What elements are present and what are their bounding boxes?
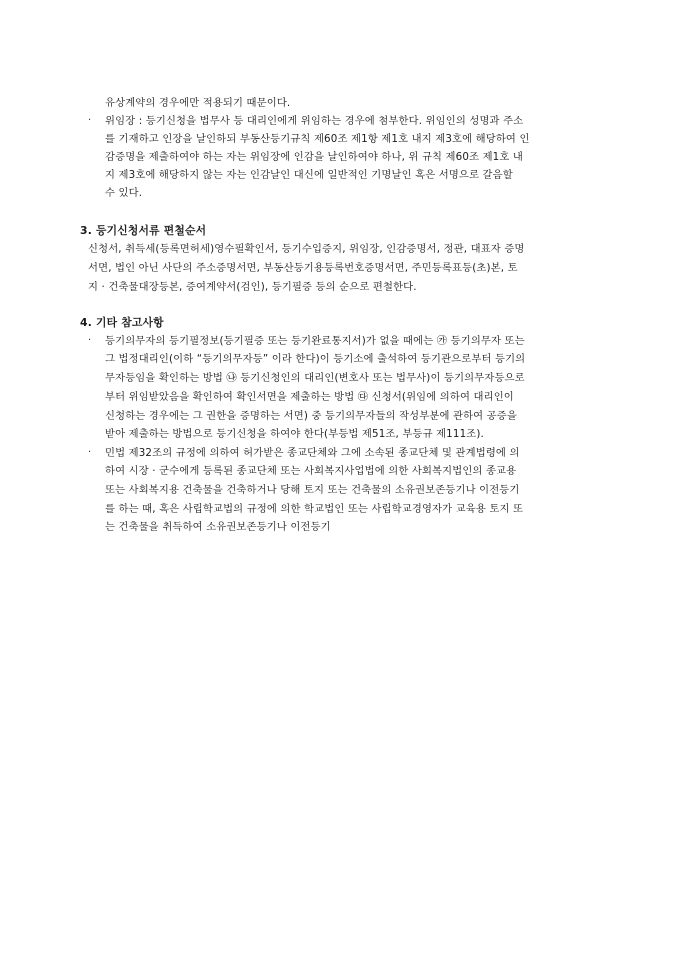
text-line: 신청하는 경우에는 그 권한을 증명하는 서면) 중 등기의무자들의 작성부분에 관하여 공증을 xyxy=(105,410,517,422)
bullet-marker: · xyxy=(88,335,92,346)
text-line: 위임장 : 등기신청을 법무사 등 대리인에게 위임하는 경우에 첨부한다. 위임인의 성명과 주소 xyxy=(105,115,524,127)
text-line: 무자등임을 확인하는 방법 ㉯ 등기신청인의 대리인(변호사 또는 법무사)이 등기의무자등으로 xyxy=(105,372,525,384)
text-line: 서면, 법인 아닌 사단의 주소증명서면, 부동산등기용등록번호증명서면, 주민등록표등(초)본, 토 xyxy=(88,262,518,274)
text-line: 감증명을 제출하여야 하는 자는 위임장에 인감을 날인하여야 하나, 위 규칙 제60조 제1호 내 xyxy=(105,151,523,163)
text-line: 를 기재하고 인장을 날인하되 부동산등기규칙 제60조 제1항 제1호 내지 제3호에 해당하여 인 xyxy=(105,133,530,145)
text-line: 등기의무자의 등기필정보(등기필증 또는 등기완료통지서)가 없을 때에는 ㉮ 등기의무자 또는 xyxy=(105,335,525,347)
text-line: 신청서, 취득세(등록면허세)영수필확인서, 등기수입증지, 위임장, 인감증명서, 정관, 대표자 증명 xyxy=(88,243,525,255)
bullet-marker: · xyxy=(88,115,92,126)
text-line: 하여 시장 · 군수에게 등록된 종교단체 또는 사회복지사업법에 의한 사회복지법인의 종교용 xyxy=(105,465,517,477)
text-line: 그 법정대리인(이하 “등기의무자등” 이라 한다)이 등기소에 출석하여 등기관으로부터 등기의 xyxy=(105,353,526,365)
bullet-marker: · xyxy=(88,447,92,458)
text-line: 또는 사회복지용 건축물을 건축하거나 당해 토지 또는 건축물의 소유권보존등기나 이전등기 xyxy=(105,484,520,496)
text-line: 민법 제32조의 규정에 의하여 허가받은 종교단체와 그에 소속된 종교단체 및 관계법령에 의 xyxy=(105,447,520,459)
text-line: 부터 위임받았음을 확인하여 확인서면을 제출하는 방법 ㉰ 신청서(위임에 의하여 대리인이 xyxy=(105,391,514,403)
text-line: 지 제3호에 해당하지 않는 자는 인감날인 대신에 일반적인 기명날인 혹은 서명으로 갈음할 xyxy=(105,169,513,181)
section-heading: 4. 기타 참고사항 xyxy=(80,316,164,329)
text-line: 수 있다. xyxy=(105,187,143,199)
section-heading: 3. 등기신청서류 편철순서 xyxy=(80,224,207,237)
text-line: 를 하는 때, 혹은 사립학교법의 규정에 의한 학교법인 또는 사립학교경영자가 교육용 토지 또 xyxy=(105,503,524,515)
text-line: 받아 제출하는 방법으로 등기신청을 하여야 한다(부등법 제51조, 부등규 제111조). xyxy=(105,428,484,440)
text-line: 유상계약의 경우에만 적용되기 때문이다. xyxy=(105,97,291,109)
text-line: 지 · 건축물대장등본, 증여계약서(검인), 등기필증 등의 순으로 편철한다. xyxy=(88,281,417,293)
text-line: 는 건축물을 취득하여 소유권보존등기나 이전등기 xyxy=(105,521,331,533)
